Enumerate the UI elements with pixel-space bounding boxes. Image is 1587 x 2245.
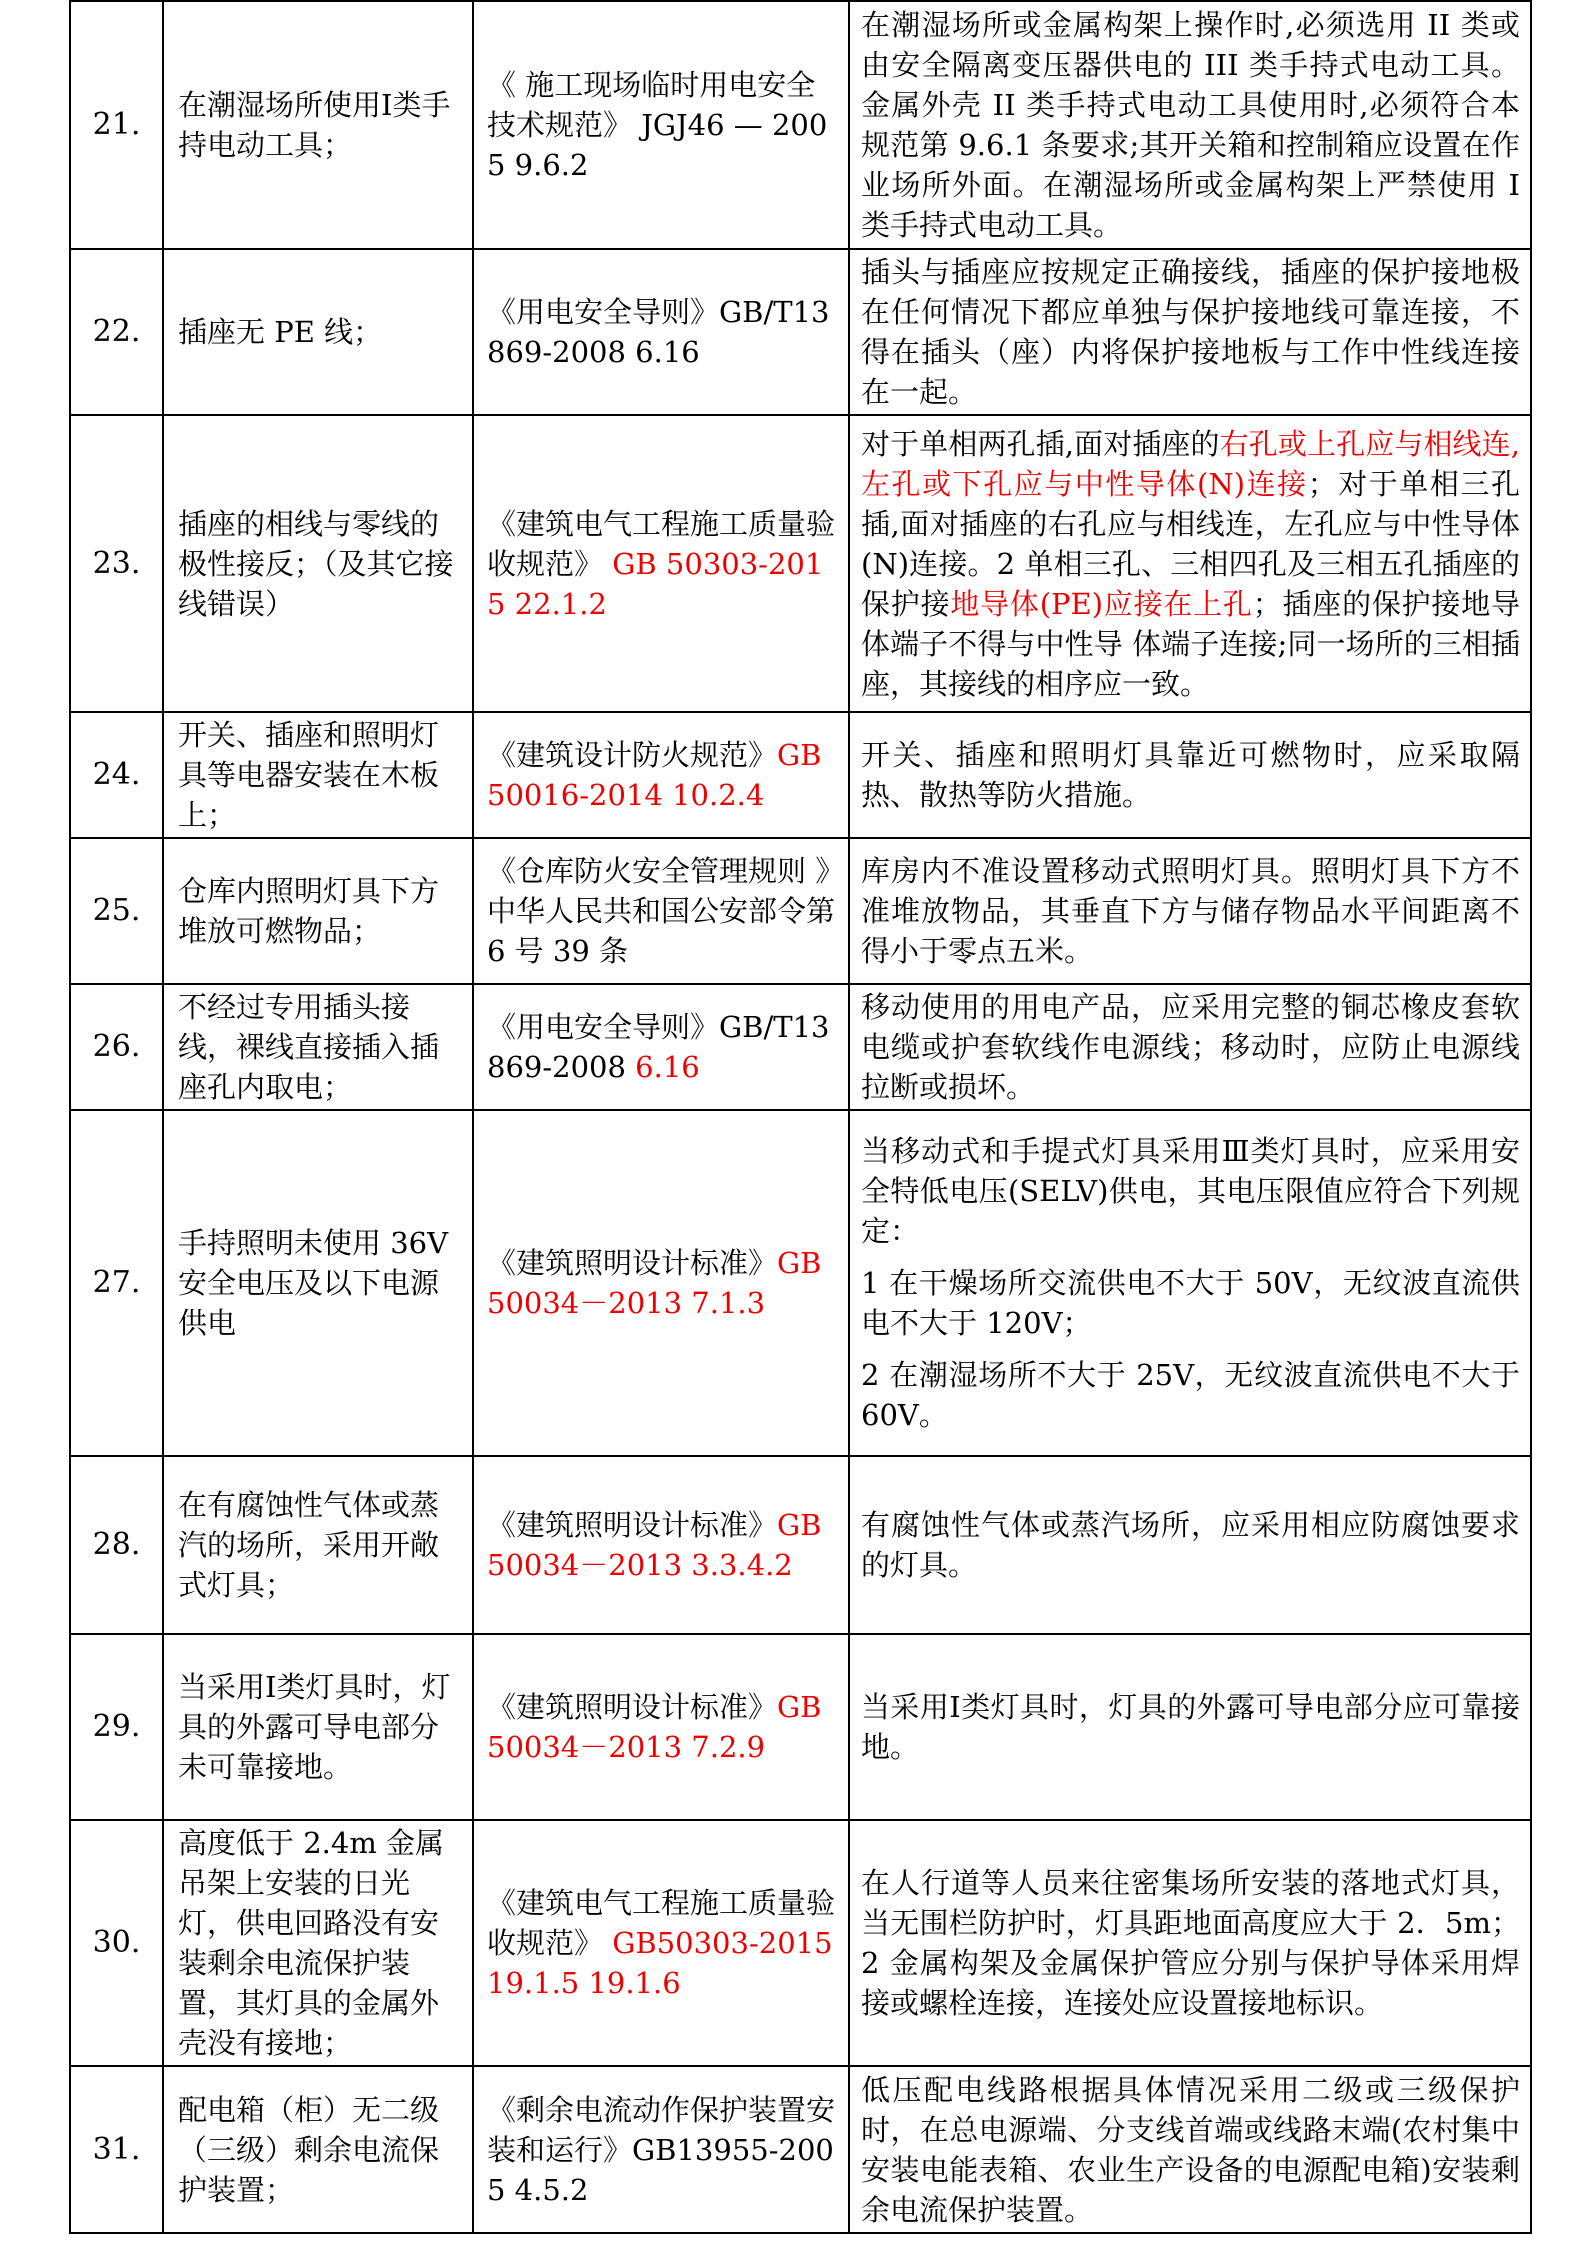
text-segment: ；对于单相三孔插,面对插座的右孔应与相线连，左孔应与中性导体(N)连接。2 单相三孔、三相四孔及三相五孔插座的保护接 [861, 466, 1520, 621]
text-segment: 当移动式和手提式灯具采用Ⅲ类灯具时，应采用安全特低电压(SELV)供电，其电压限值应符合下列规定： [861, 1134, 1520, 1248]
standard-reference-cell [473, 1456, 849, 1634]
hazard-issue-cell: 插座无 PE 线； [163, 249, 473, 415]
highlight-red: GB 50034－2013 3.3.4.2 [487, 1508, 822, 1582]
requirement-paragraph [861, 1863, 1520, 2023]
row-number-cell: 23. [70, 415, 163, 712]
requirement-text-cell [849, 1634, 1531, 1820]
row-number-cell: 21. [70, 1, 163, 249]
hazard-issue-cell: 配电箱（柜）无二级（三级）剩余电流保护装置； [163, 2066, 473, 2233]
text-segment: 低压配电线路根据具体情况采用二级或三级保护时，在总电源端、分支线首端或线路末端(农村集中安装电能表箱、农业生产设备的电源配电箱)安装剩余电流保护装置。 [861, 2072, 1520, 2227]
text-segment: 有腐蚀性气体或蒸汽场所，应采用相应防腐蚀要求的灯具。 [861, 1508, 1520, 1582]
table-row [70, 415, 1531, 712]
requirement-text-cell [849, 415, 1531, 712]
highlight-red: 右孔或上孔应与相线连,左孔或下孔应与中性导体(N)连接 [861, 426, 1520, 501]
hazard-table-body [70, 1, 1531, 2233]
standard-reference-cell [473, 712, 849, 838]
requirement-text-cell [849, 984, 1531, 1110]
requirement-text-cell [849, 1110, 1531, 1456]
hazard-issue-cell: 手持照明未使用 36V 安全电压及以下电源供电 [163, 1110, 473, 1456]
table-row [70, 2066, 1531, 2233]
text-segment: 《剩余电流动作保护装置安装和运行》GB13955-2005 4.5.2 [487, 2092, 836, 2207]
text-segment: ；插座的保护接地导体端子不得与中性导 体端子连接;同一场所的三相插座，其接线的相序应一致。 [861, 586, 1520, 701]
standard-reference-cell [473, 838, 849, 984]
requirement-text-cell [849, 1456, 1531, 1634]
text-segment: 《建筑照明设计标准》 [487, 1690, 778, 1724]
standard-reference-cell [473, 984, 849, 1110]
text-segment: 1 在干燥场所交流供电不大于 50V，无纹波直流供电不大于 120V； [861, 1266, 1520, 1340]
requirement-paragraph [861, 2070, 1520, 2230]
requirement-paragraph [861, 1131, 1520, 1251]
hazard-issue-cell: 开关、插座和照明灯具等电器安装在木板上； [163, 712, 473, 838]
requirement-paragraph [861, 1355, 1520, 1435]
text-segment: 《用电安全导则》GB/T13869-2008 [487, 1010, 830, 1084]
text-segment: 《用电安全导则》GB/T13869-2008 6.16 [487, 295, 830, 369]
highlight-red: GB 50016-2014 10.2.4 [487, 738, 822, 812]
highlight-red: 6.16 [635, 1050, 700, 1084]
requirement-paragraph [861, 252, 1520, 412]
table-row [70, 838, 1531, 984]
standard-reference-cell [473, 1110, 849, 1456]
text-segment: 移动使用的用电产品，应采用完整的铜芯橡皮套软电缆或护套软线作电源线；移动时，应防止电源线拉断或损坏。 [861, 990, 1520, 1104]
row-number-cell: 27. [70, 1110, 163, 1456]
row-number-cell: 26. [70, 984, 163, 1110]
text-segment: 库房内不准设置移动式照明灯具。照明灯具下方不准堆放物品，其垂直下方与储存物品水平间距离不得小于零点五米。 [861, 854, 1520, 968]
row-number-cell: 31. [70, 2066, 163, 2233]
table-row [70, 1456, 1531, 1634]
highlight-red: 地导体(PE)应接在上孔 [950, 586, 1253, 621]
text-segment: 《建筑电气工程施工质量验收规范》 [487, 506, 836, 581]
requirement-paragraph [861, 5, 1520, 245]
requirement-paragraph [861, 851, 1520, 971]
text-segment: 对于单相两孔插,面对插座的 [861, 426, 1220, 461]
highlight-red: GB 50303-2015 22.1.2 [487, 546, 824, 621]
hazard-issue-cell: 仓库内照明灯具下方堆放可燃物品； [163, 838, 473, 984]
row-number-cell: 30. [70, 1820, 163, 2066]
row-number-cell: 22. [70, 249, 163, 415]
text-segment: 《建筑照明设计标准》 [487, 1508, 778, 1542]
table-row [70, 1, 1531, 249]
text-segment: 《建筑电气工程施工质量验收规范》 [487, 1886, 836, 1960]
text-segment: 插头与插座应按规定正确接线，插座的保护接地极在任何情况下都应单独与保护接地线可靠连接，不得在插头（座）内将保护接地板与工作中性线连接在一起。 [861, 255, 1520, 409]
hazard-issue-cell: 当采用Ⅰ类灯具时，灯具的外露可导电部分未可靠接地。 [163, 1634, 473, 1820]
table-row [70, 712, 1531, 838]
text-segment: 《建筑照明设计标准》 [487, 1246, 778, 1280]
requirement-text-cell [849, 1, 1531, 249]
requirement-text-cell [849, 1820, 1531, 2066]
highlight-red: GB50303-2015 19.1.5 19.1.6 [487, 1926, 833, 2000]
standard-reference-cell [473, 1634, 849, 1820]
standard-reference-cell [473, 1820, 849, 2066]
row-number-cell: 24. [70, 712, 163, 838]
hazard-issue-cell: 在潮湿场所使用Ⅰ类手持电动工具； [163, 1, 473, 249]
table-row [70, 1110, 1531, 1456]
requirement-paragraph [861, 735, 1520, 815]
hazard-issue-cell: 在有腐蚀性气体或蒸汽的场所，采用开敞式灯具； [163, 1456, 473, 1634]
requirement-paragraph [861, 1505, 1520, 1585]
table-row [70, 1634, 1531, 1820]
standard-reference-cell [473, 2066, 849, 2233]
table-row [70, 984, 1531, 1110]
requirement-paragraph [861, 1687, 1520, 1767]
standard-reference-cell [473, 415, 849, 712]
standard-reference-cell [473, 249, 849, 415]
text-segment: 当采用Ⅰ类灯具时，灯具的外露可导电部分应可靠接地。 [861, 1690, 1520, 1764]
text-segment: 在潮湿场所或金属构架上操作时,必须选用 II 类或由安全隔离变压器供电的 III 类手持式电动工具。金属外壳 II 类手持式电动工具使用时,必须符合本规范第 9.6.1 条要求;其开关箱和控制箱应设置在作业场所外面。在潮湿场所或金属构架上严禁使用 I 类手持式电动工具。 [861, 8, 1520, 242]
row-number-cell: 25. [70, 838, 163, 984]
text-segment: 《建筑设计防火规范》 [487, 738, 778, 772]
table-row [70, 249, 1531, 415]
requirement-text-cell [849, 2066, 1531, 2233]
row-number-cell: 29. [70, 1634, 163, 1820]
hazard-issue-cell: 插座的相线与零线的极性接反；（及其它接线错误） [163, 415, 473, 712]
requirement-text-cell [849, 249, 1531, 415]
highlight-red: GB 50034－2013 7.2.9 [487, 1690, 822, 1764]
highlight-red: GB 50034－2013 7.1.3 [487, 1246, 822, 1320]
text-segment: 《 施工现场临时用电安全技术规范》 JGJ46 — 2005 9.6.2 [487, 68, 828, 182]
hazard-issue-cell: 不经过专用插头接线，裸线直接插入插座孔内取电； [163, 984, 473, 1110]
standard-reference-cell [473, 1, 849, 249]
requirement-paragraph [861, 424, 1520, 704]
requirement-paragraph [861, 1263, 1520, 1343]
text-segment: 在人行道等人员来往密集场所安装的落地式灯具，当无围栏防护时，灯具距地面高度应大于 2．5m； 2 金属构架及金属保护管应分别与保护导体采用焊接或螺栓连接，连接处应设置接地标识。 [861, 1866, 1520, 2020]
row-number-cell: 28. [70, 1456, 163, 1634]
requirement-text-cell [849, 712, 1531, 838]
hazard-issue-cell: 高度低于 2.4m 金属吊架上安装的日光灯，供电回路没有安装剩余电流保护装置，其灯具的金属外壳没有接地； [163, 1820, 473, 2066]
text-segment: 《仓库防火安全管理规则 》中华人民共和国公安部令第 6 号 39 条 [487, 854, 836, 968]
hazard-table [69, 0, 1532, 2234]
table-row [70, 1820, 1531, 2066]
text-segment: 2 在潮湿场所不大于 25V，无纹波直流供电不大于 60V。 [861, 1358, 1520, 1432]
text-segment: 开关、插座和照明灯具靠近可燃物时，应采取隔热、散热等防火措施。 [861, 738, 1520, 812]
requirement-text-cell [849, 838, 1531, 984]
requirement-paragraph [861, 987, 1520, 1107]
